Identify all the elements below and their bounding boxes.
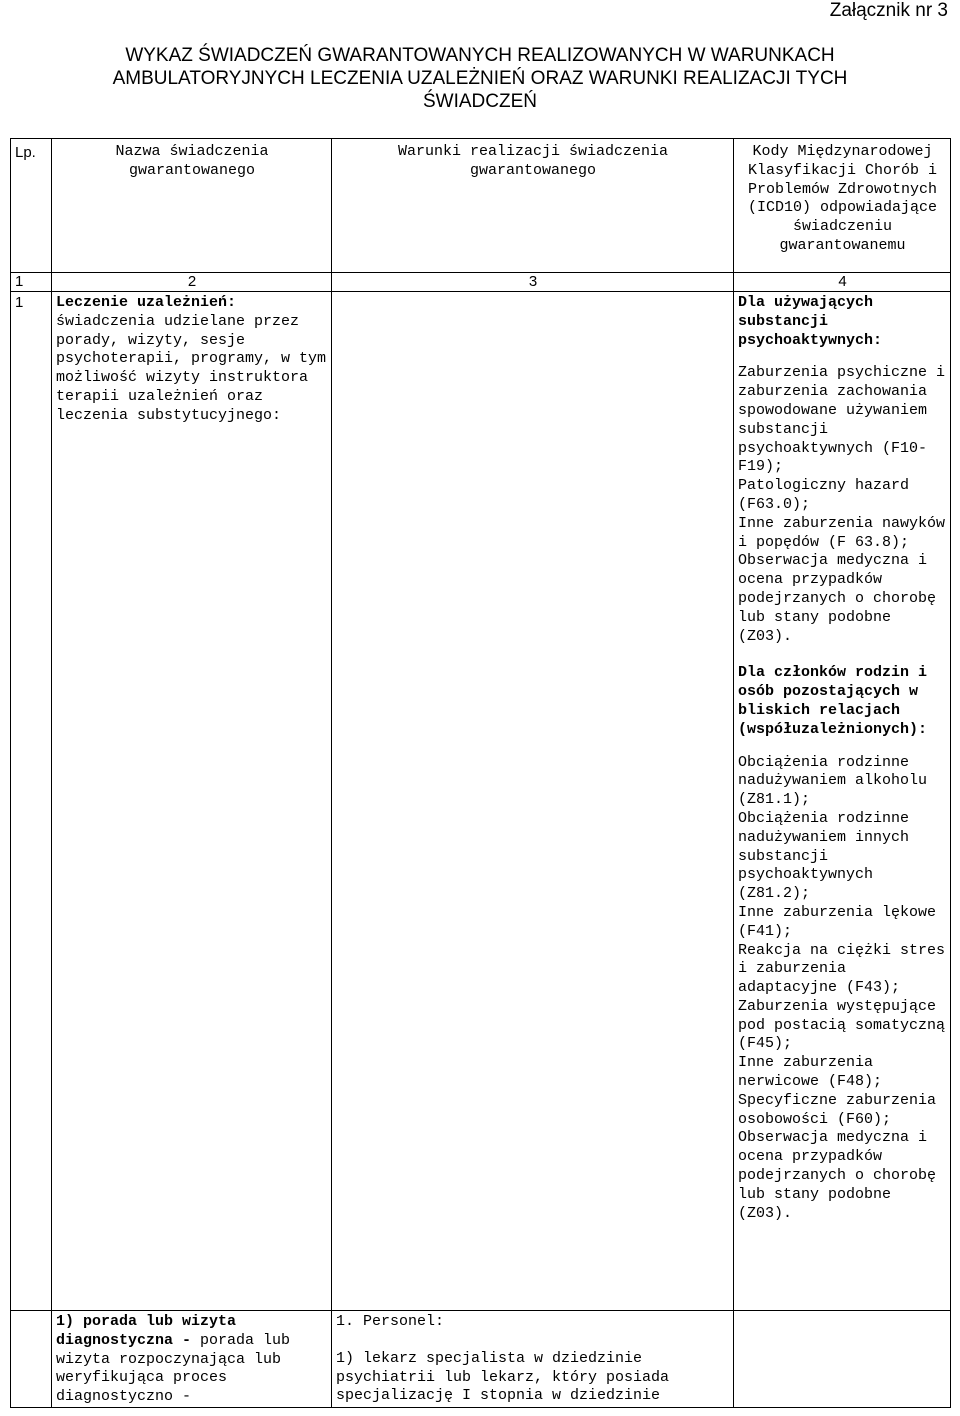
header-row [11, 139, 951, 273]
row-name-bold: Leczenie uzależnień: [56, 294, 237, 311]
row2-name-bold: 1) porada lub wizyta diagnostyczna - [56, 1313, 237, 1349]
list-item: Inne zaburzenia nerwicowe (F48); [738, 1054, 883, 1091]
title-line-3: ŚWIADCZEŃ [423, 91, 537, 112]
list-item: Zaburzenia psychiczne i zaburzenia zachowania spowodowane używaniem substancji psychoaktywnych (F10-F19); [738, 364, 946, 476]
row2-codes-cell [734, 1311, 951, 1408]
benefits-table [10, 138, 951, 1408]
row-name-text: świadczenia udzielane przez porady, wizyty, sesje psychoterapii, programy, w tym możliwość wizyty instruktora terapii uzależnień oraz leczenia substytucyjnego: [56, 312, 327, 424]
column-number-4: 4 [734, 273, 951, 292]
codes-heading-families: Dla członków rodzin i osób pozostających w bliskich relacjach (współuzależnionych): [738, 664, 928, 738]
row2-name-cell [52, 1311, 332, 1408]
list-item: Zaburzenia występujące pod postacią somatyczną (F45); [738, 997, 946, 1053]
table-row [11, 1311, 951, 1408]
title-line-2: AMBULATORYJNYCH LECZENIA UZALEŻNIEŃ ORAZ WARUNKI REALIZACJI TYCH [112, 68, 848, 89]
list-item: Reakcja na ciężki stres i zaburzenia adaptacyjne (F43); [738, 941, 946, 997]
header-name: Nazwa świadczenia gwarantowanego [52, 139, 332, 273]
column-number-3: 3 [332, 273, 734, 292]
list-item: Obserwacja medyczna i ocena przypadków podejrzanych o chorobę lub stany podobne (Z03). [738, 1129, 937, 1222]
list-item: Obciążenia rodzinne nadużywaniem alkoholu (Z81.1); [738, 753, 928, 809]
row-codes-cell [734, 292, 951, 1311]
list-item: Inne zaburzenia lękowe (F41); [738, 903, 937, 940]
header-lp: Lp. [11, 139, 52, 273]
personnel-item: 1) lekarz specjalista w dziedzinie psychiatrii lub lekarz, który posiada specjalizację I stopnia w dziedzinie [336, 1349, 670, 1405]
personnel-label: 1. Personel: [336, 1313, 445, 1330]
header-conditions: Warunki realizacji świadczenia gwarantowanego [332, 139, 734, 273]
column-number-2: 2 [52, 273, 332, 292]
document-title [40, 44, 920, 113]
table-row [11, 292, 951, 1311]
column-number-1: 1 [11, 273, 52, 292]
title-line-1: WYKAZ ŚWIADCZEŃ GWARANTOWANYCH REALIZOWANYCH W WARUNKACH [125, 45, 835, 66]
row2-name-text: porada lub wizyta rozpoczynająca lub weryfikująca proces diagnostyczno - [56, 1331, 291, 1406]
column-number-row [11, 273, 951, 292]
row2-conditions-cell [332, 1311, 734, 1408]
list-item: Obserwacja medyczna i ocena przypadków podejrzanych o chorobę lub stany podobne (Z03). [738, 552, 937, 645]
row-name-cell [52, 292, 332, 1311]
list-item: Obciążenia rodzinne nadużywaniem innych substancji psychoaktywnych (Z81.2); [738, 809, 910, 903]
list-item: Inne zaburzenia nawyków i popędów (F 63.8); [738, 514, 946, 551]
annex-label: Załącznik nr 3 [829, 0, 948, 21]
row2-lp [11, 1311, 52, 1408]
header-codes: Kody Międzynarodowej Klasyfikacji Chorób i Problemów Zdrowotnych (ICD10) odpowiadające świadczeniu gwarantowanemu [734, 139, 951, 273]
list-item: Patologiczny hazard (F63.0); [738, 477, 910, 513]
row-lp: 1 [11, 292, 52, 1311]
row-conditions-cell [332, 292, 734, 1311]
codes-heading-users: Dla używających substancji psychoaktywnych: [738, 294, 883, 349]
list-item: Specyficzne zaburzenia osobowości (F60); [738, 1091, 937, 1128]
